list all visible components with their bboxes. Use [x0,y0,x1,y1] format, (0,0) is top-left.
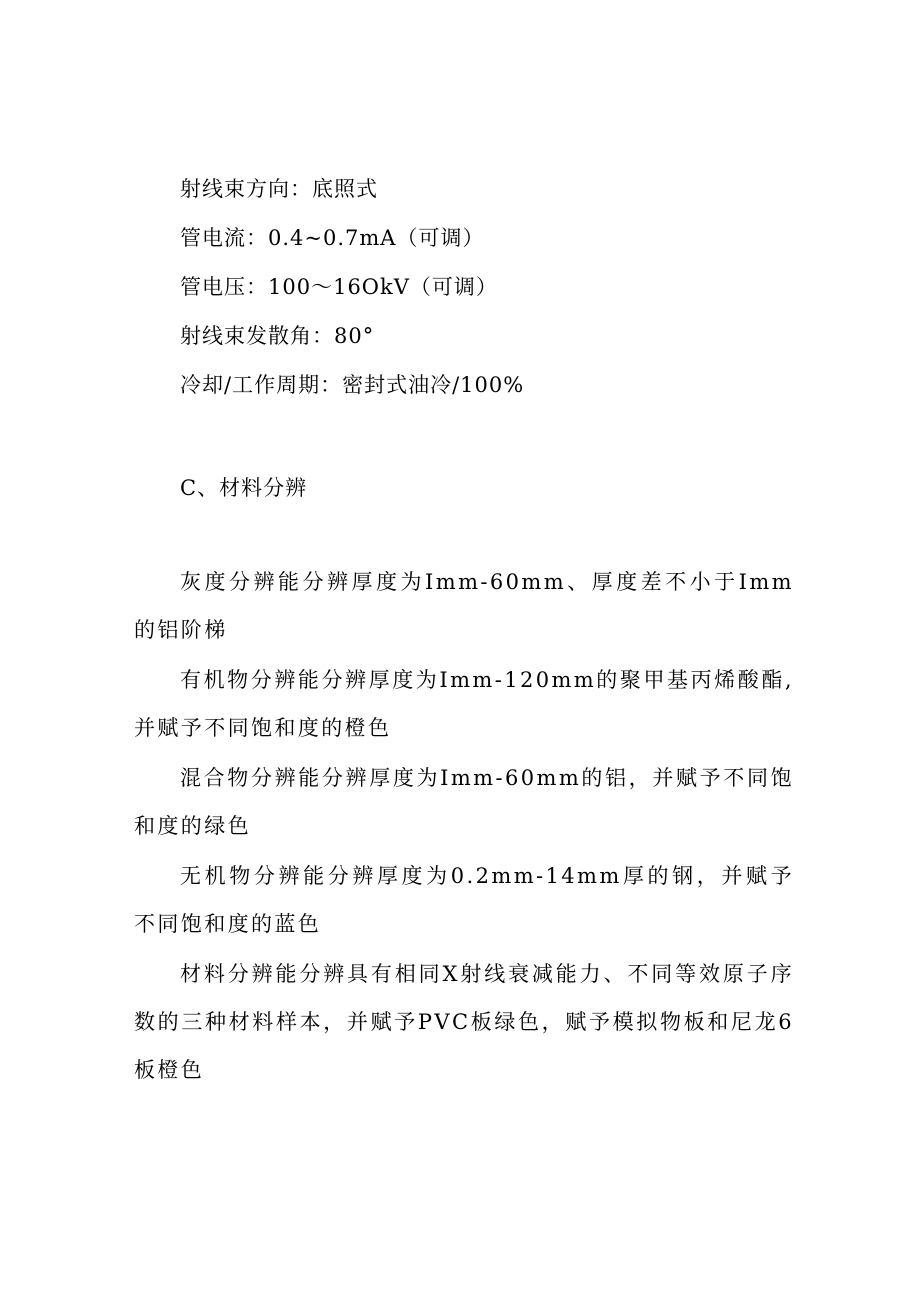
paragraph-mixture: 混合物分辨能分辨厚度为Imm-60mm的铝，并赋予不同饱和度的绿色 [134,766,794,838]
paragraph-inorganic: 无机物分辨能分辨厚度为0.2mm-14mm厚的钢，并赋予不同饱和度的蓝色 [134,864,794,936]
paragraph-grayscale: 灰度分辨能分辨厚度为Imm-60mm、厚度差不小于Imm的铝阶梯 [134,570,794,642]
paragraph-organic: 有机物分辨能分辨厚度为Imm-120mm的聚甲基丙烯酸酯,并赋予不同饱和度的橙色 [134,668,794,740]
spec-beam-divergence: 射线束发散角：80° [180,324,375,348]
spec-tube-current: 管电流：0.4~0.7mA（可调） [180,226,485,250]
spec-beam-direction: 射线束方向：底照式 [180,177,378,201]
spec-cooling-duty: 冷却/工作周期：密封式油冷/100% [180,373,525,397]
spec-tube-voltage: 管电压：100～16OkV（可调） [180,275,498,299]
section-heading: C、材料分辨 [180,476,308,500]
paragraph-material: 材料分辨能分辨具有相同X射线衰减能力、不同等效原子序数的三种材料样本，并赋予PVC板绿色，赋予模拟物板和尼龙6板橙色 [134,962,794,1082]
